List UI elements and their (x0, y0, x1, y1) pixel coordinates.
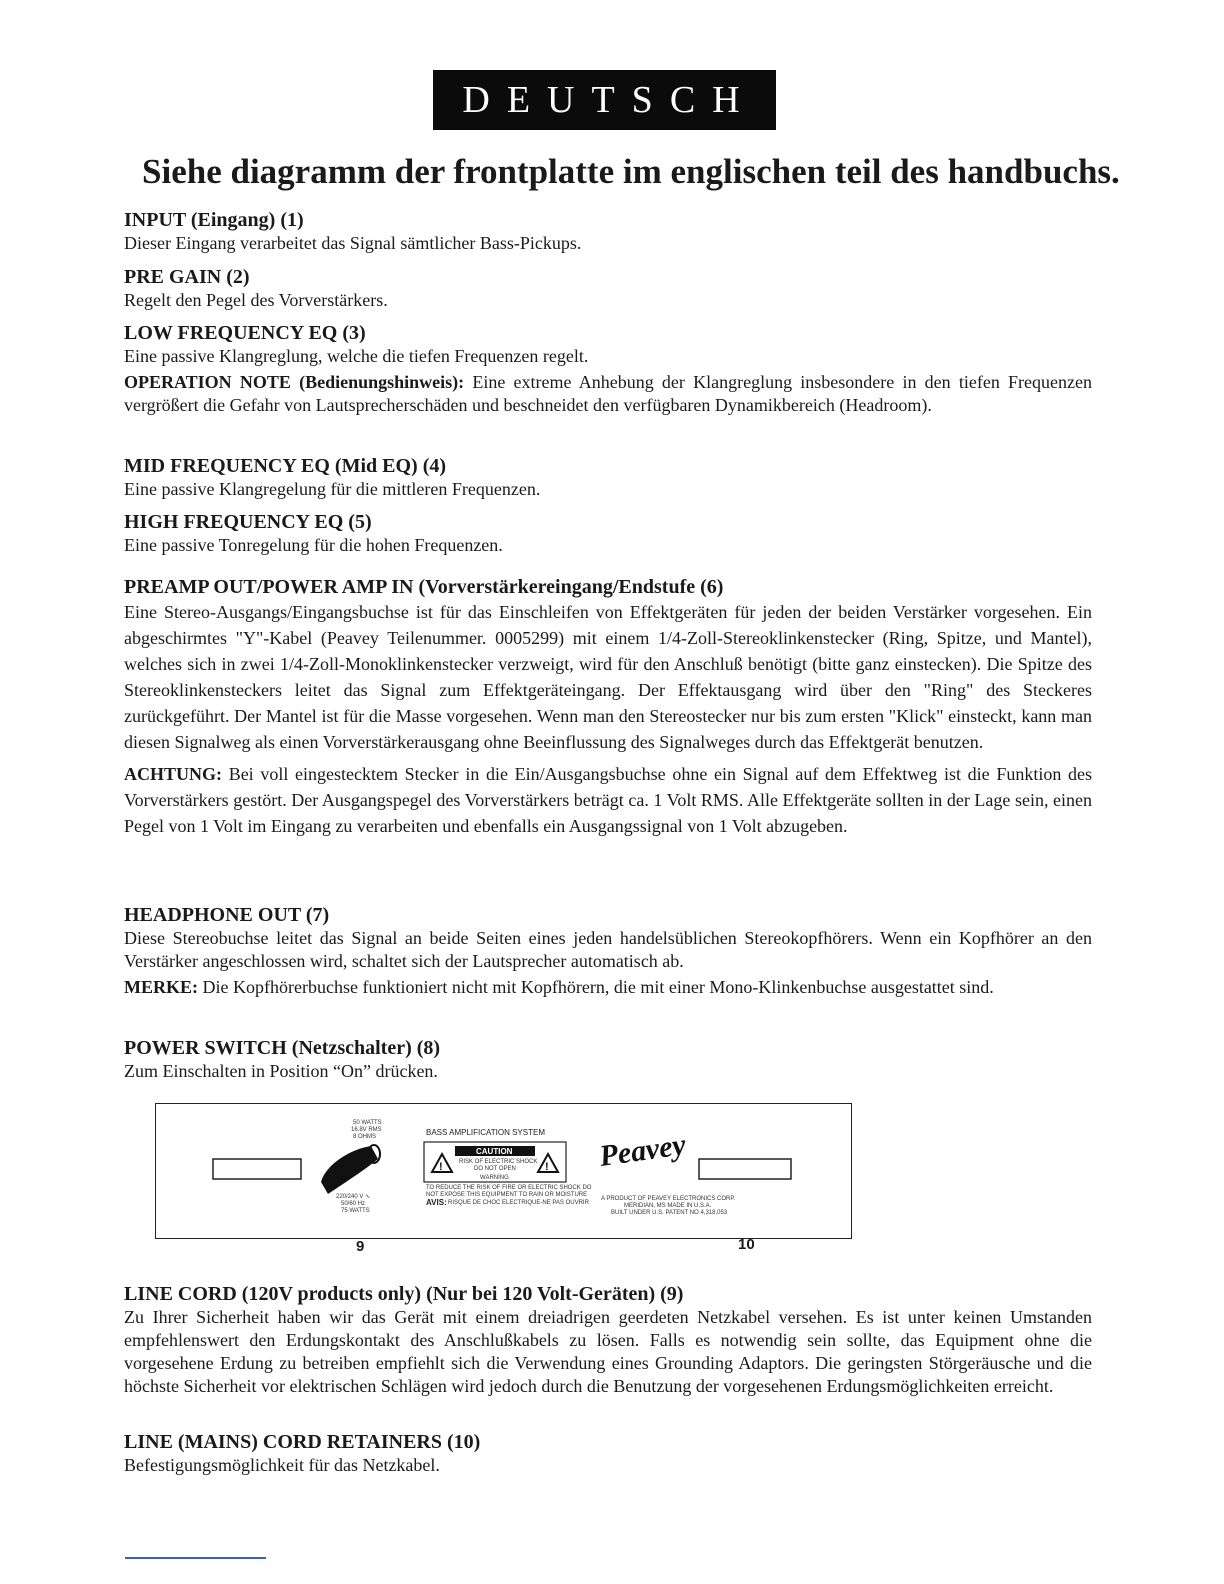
section-text: Eine Stereo-Ausgangs/Eingangsbuchse ist für das Einschleifen von Effektgeräten für jeden der beiden Verstärker vorgesehen. Ein abgeschirmtes "Y"-Kabel (Peavey Teilenummer. 0005299) mit einem 1/4-Zoll-Stereoklinkenstecker (Ring, Spitze, und Mantel), welches sich in zwei 1/4-Zoll-Monoklinkenstecker verzweigt, wird für den Anschluß benötigt (bitte ganz einstecken). Die Spitze des Stereoklinkensteckers leitet das Signal zum Effektgeräteingang. Der Effektausgang wird über den "Ring" des Steckeres zurückgeführt. Der Mantel ist für die Masse vorgesehen. Wenn man den Stereostecker nur bis zum ersten "Klick" einsteckt, kann man diesen Signalweg als einen Vorverstärkerausgang ohne Beeinflussung des Signalweges durch das Effektgerät benutzen. (124, 602, 1092, 752)
note-text: Eine extreme Anhebung der Klangreglung insbesondere in den tiefen Frequenzen vergrößert die Gefahr von Lautsprecherschäden und beschneidet den verfügbaren Dynamikbereich (Headroom). (124, 372, 1093, 415)
cord-retainer-right (699, 1159, 791, 1179)
section-text: Dieser Eingang verarbeitet das Signal sämtlicher Bass-Pickups. (124, 233, 582, 253)
section-input (124, 208, 1092, 255)
section-high-eq (124, 510, 1092, 557)
spec-bottom-2: 50/60 Hz (341, 1201, 366, 1207)
section-title: PREAMP OUT/POWER AMP IN (Vorverstärkereingang/Endstufe (6) (124, 576, 724, 598)
maker-line1: A PRODUCT OF PEAVEY ELECTRONICS CORP. (601, 1196, 736, 1202)
maker-line3: BUILT UNDER U.S. PATENT NO 4,318,053 (611, 1210, 728, 1216)
section-mid-eq (124, 454, 1092, 501)
section-pre-gain (124, 265, 1092, 312)
cord-retainer-left (213, 1159, 301, 1179)
maker-line2: MERIDIAN, MS MADE IN U.S.A. (624, 1203, 712, 1209)
note-label: ACHTUNG: (124, 764, 222, 784)
section-line-cord (124, 1282, 1092, 1398)
operation-note (124, 371, 1092, 417)
section-title: POWER SWITCH (Netzschalter) (8) (124, 1037, 441, 1059)
avis-text: RISQUE DE CHOC ELECTRIQUE-NE PAS OUVRIR (448, 1200, 589, 1206)
note-label: OPERATION NOTE (Bedienungshinweis): (124, 372, 465, 392)
section-cord-retainers (124, 1430, 1092, 1477)
system-label: BASS AMPLIFICATION SYSTEM (426, 1128, 545, 1137)
caution-label: CAUTION (476, 1147, 513, 1156)
section-text: Diese Stereobuchse leitet das Signal an beide Seiten eines jeden handelsüblichen Stereokopfhörers. Wenn ein Kopfhörer an den Verstärker angeschlossen wird, schaltet sich der Lautsprecher automatisch ab. (124, 928, 1092, 971)
spec-bottom-1: 220/240 V ∿ (336, 1194, 371, 1200)
section-text: Eine passive Tonregelung für die hohen Frequenzen. (124, 535, 503, 555)
section-text: Eine passive Klangreglung, welche die tiefen Frequenzen regelt. (124, 346, 589, 366)
section-title: HIGH FREQUENCY EQ (5) (124, 511, 372, 533)
spec-top-1: 50 WATTS (353, 1120, 382, 1126)
merke-note (124, 976, 1092, 999)
section-title: INPUT (Eingang) (1) (124, 209, 304, 231)
section-text: Zu Ihrer Sicherheit haben wir das Gerät mit einem dreiadrigen geerdeten Netzkabel versehen. Es ist unter keinen Umstanden empfehlenswert den Erdungskontakt des Anschlußkabels zu lösen. Falls es notwendig sein sollte, das Equipment ohne die vorgesehene Erdung zu betreiben empfiehlt sich die Verwendung eines Grounding Adaptors. Die geringsten Störgeräusche und die höchste Sicherheit vor elektrischen Schlägen wird jedoch durch die Benutzung der vorgesehenen Erdungsmöglichkeiten erreicht. (124, 1307, 1092, 1396)
section-text: Zum Einschalten in Position “On” drücken. (124, 1061, 438, 1081)
caution-sub2: DO NOT OPEN (474, 1166, 516, 1172)
warning-text1: TO REDUCE THE RISK OF FIRE OR ELECTRIC SHOCK DO (426, 1185, 592, 1191)
line-cord-plug-icon (321, 1145, 380, 1194)
svg-text:!: ! (439, 1161, 443, 1173)
section-title: PRE GAIN (2) (124, 266, 250, 288)
section-title: LINE CORD (120V products only) (Nur bei 120 Volt-Geräten) (9) (124, 1283, 684, 1305)
section-low-eq (124, 321, 1092, 417)
caution-sub1: RISK OF ELECTRIC SHOCK (459, 1159, 538, 1165)
section-title: LINE (MAINS) CORD RETAINERS (10) (124, 1431, 481, 1453)
callout-10: 10 (738, 1236, 755, 1253)
section-headphone-out (124, 903, 1092, 999)
section-title: MID FREQUENCY EQ (Mid EQ) (4) (124, 455, 447, 477)
svg-text:!: ! (545, 1161, 549, 1173)
note-label: MERKE: (124, 977, 198, 997)
callout-9: 9 (356, 1238, 365, 1255)
section-preamp-out (124, 575, 1092, 839)
section-title: LOW FREQUENCY EQ (3) (124, 322, 366, 344)
achtung-note (124, 761, 1092, 839)
rear-panel-drawing (156, 1104, 851, 1238)
peavey-logo: Peavey (597, 1128, 688, 1173)
language-banner: DEUTSCH (433, 70, 776, 130)
section-text: Regelt den Pegel des Vorverstärkers. (124, 290, 388, 310)
spec-top-3: 8 OHMS (353, 1134, 377, 1140)
warning-text2: NOT EXPOSE THIS EQUIPMENT TO RAIN OR MOISTURE (426, 1192, 588, 1198)
section-text: Befestigungsmöglichkeit für das Netzkabel. (124, 1455, 440, 1475)
spec-top-2: 16.8V RMS (351, 1127, 382, 1133)
warning-label: WARNING (480, 1175, 509, 1181)
section-title: HEADPHONE OUT (7) (124, 904, 330, 926)
spec-bottom-3: 75 WATTS (341, 1208, 370, 1214)
note-text: Die Kopfhörerbuchse funktioniert nicht mit Kopfhörern, die mit einer Mono-Klinkenbuchse ausgestattet sind. (202, 977, 994, 997)
avis-label: AVIS: (426, 1198, 447, 1207)
footer-rule (125, 1557, 266, 1559)
rear-panel-diagram (155, 1103, 852, 1239)
section-power-switch (124, 1036, 1092, 1083)
page-headline: Siehe diagramm der frontplatte im englischen teil des handbuchs. (142, 152, 1120, 191)
section-text: Eine passive Klangregelung für die mittleren Frequenzen. (124, 479, 541, 499)
note-text: Bei voll eingestecktem Stecker in die Ein/Ausgangsbuchse ohne ein Signal auf dem Effektweg ist die Funktion des Vorverstärkers gestört. Der Ausgangspegel des Vorverstärkers beträgt ca. 1 Volt RMS. Alle Effektgeräte sollten in der Lage sein, einen Pegel von 1 Volt im Eingang zu verarbeiten und ebenfalls ein Ausgangssignal von 1 Volt abzugeben. (124, 764, 1093, 836)
